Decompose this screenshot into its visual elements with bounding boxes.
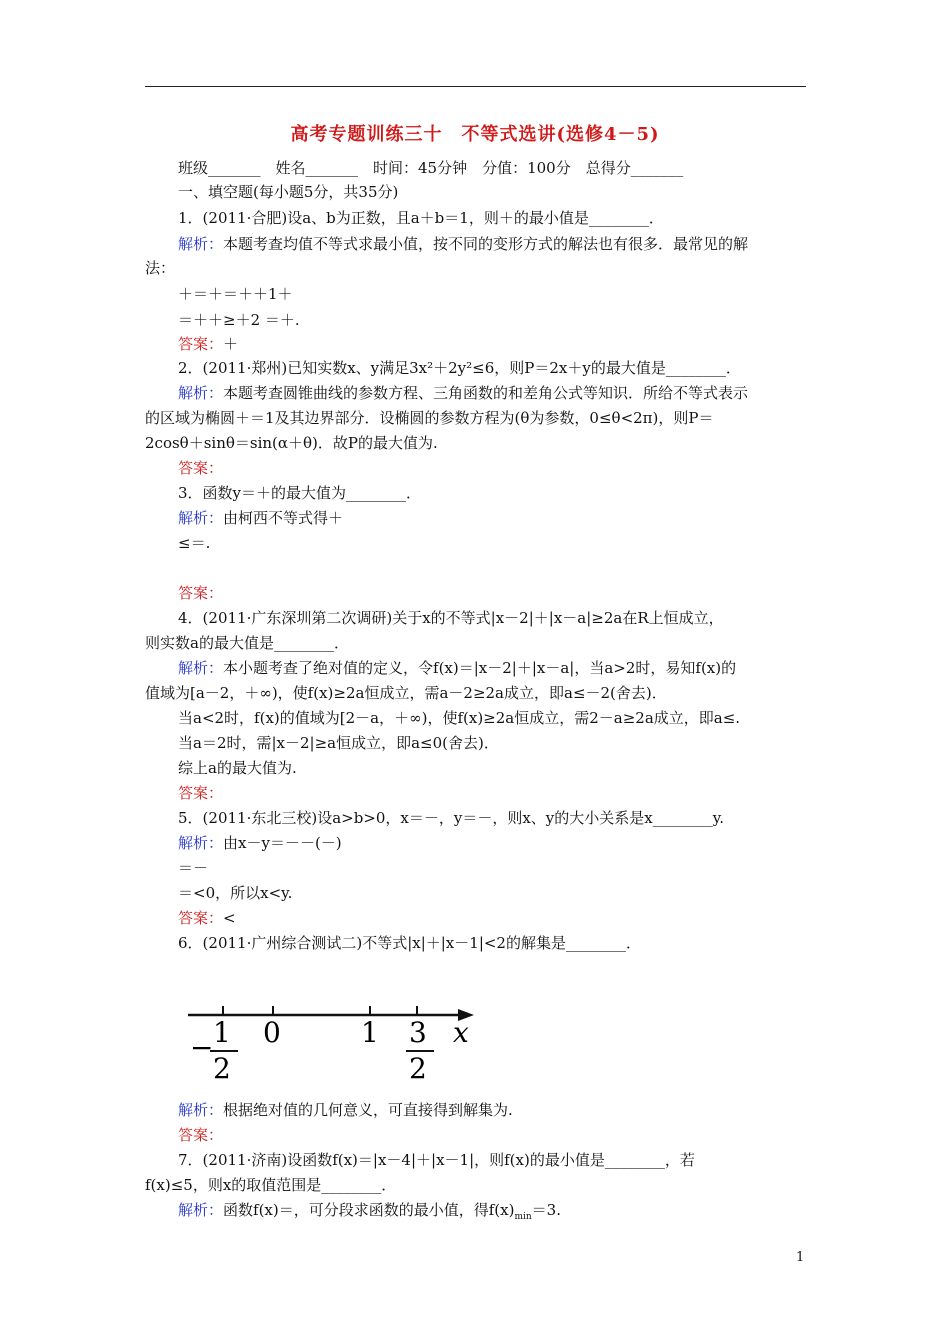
q6-answer (178, 1125, 223, 1145)
axis-label-x: x (453, 1016, 469, 1049)
q4-analysis-cont2: 当a<2时，f(x)的值域为[2－a，＋∞)，使f(x)≥2a恒成立，需2－a≥2a成立，即a≤. (178, 709, 741, 727)
analysis-label: 解析： (178, 1101, 224, 1119)
q3-analysis: 解析：由柯西不等式得＋ (178, 509, 344, 527)
q4-answer (178, 783, 223, 803)
page-title: 高考专题训练三十 不等式选讲(选修4－5) (290, 124, 660, 145)
analysis-label: 解析： (178, 235, 224, 253)
q2-question: 2．(2011·郑州)已知实数x、y满足3x²＋2y²≤6，则P＝2x＋y的最大值是________． (178, 359, 741, 377)
answer-label: 答案： (178, 784, 224, 802)
header-info: 班级_______ 姓名_______ 时间：45分钟 分值：100分 总得分_______ (178, 159, 684, 177)
analysis-label: 解析： (178, 1201, 224, 1219)
q4-analysis-cont: 值域为[a－2，＋∞)，使f(x)≥2a恒成立，需a－2≥2a成立，即a≤－2(舍去)． (145, 684, 667, 702)
q2-analysis-cont: 的区域为椭圆＋＝1及其边界部分．设椭圆的参数方程为(θ为参数，0≤θ<2π)，则P＝ (145, 409, 714, 427)
q5-analysis-cont2: ＝<0，所以x<y. (178, 884, 293, 902)
q7-analysis: 解析：函数f(x)＝，可分段求函数的最小值，得$f(x)_{min}=3$. (178, 1201, 561, 1222)
q1-analysis: 解析：本题考查均值不等式求最小值，按不同的变形方式的解法也有很多．最常见的解 (178, 235, 749, 253)
answer-label: 答案： (178, 584, 224, 602)
analysis-label: 解析： (178, 834, 224, 852)
answer-label: 答案： (178, 1126, 224, 1144)
q2-answer (178, 458, 223, 478)
label-three-den: 2 (409, 1052, 427, 1085)
q7-question: 7．(2011·济南)设函数f(x)＝|x－4|＋|x－1|，则f(x)的最小值是________，若 (178, 1151, 695, 1169)
label-three-num: 3 (409, 1016, 427, 1049)
q4-question-cont: 则实数a的最大值是________． (145, 634, 349, 652)
header-rule (145, 86, 806, 87)
number-line-figure (180, 1000, 490, 1090)
q1-work-line-2: ＝＋＋≥＋2 ＝＋. (178, 311, 300, 329)
label-half-num: 1 (213, 1016, 231, 1049)
analysis-label: 解析： (178, 384, 224, 402)
q7-question-cont: f(x)≤5，则x的取值范围是________． (145, 1176, 397, 1194)
q5-answer: 答案：< (178, 909, 236, 927)
section-heading: 一、填空题(每小题5分，共35分) (178, 183, 399, 201)
q6-question: 6．(2011·广州综合测试二)不等式|x|＋|x－1|<2的解集是________． (178, 934, 641, 952)
q4-analysis-cont3: 当a＝2时，需|x－2|≥a恒成立，即a≤0(舍去)． (178, 734, 499, 752)
q4-question: 4．(2011·广东深圳第二次调研)关于x的不等式|x－2|＋|x－a|≥2a在R上恒成立， (178, 609, 724, 627)
q2-analysis-cont2: 2cosθ＋sinθ＝sin(α＋θ)．故P的最大值为. (145, 434, 438, 452)
analysis-label: 解析： (178, 659, 224, 677)
q3-analysis-cont: ≤＝. (178, 534, 211, 552)
answer-label: 答案： (178, 909, 224, 927)
label-zero: 0 (263, 1016, 281, 1049)
q5-analysis-cont: ＝－ (178, 859, 209, 877)
q1-answer: 答案：＋ (178, 335, 239, 353)
page-number: 1 (796, 1250, 805, 1265)
q5-analysis: 解析：由x－y＝－－(－) (178, 834, 342, 852)
q1-work-line-1: ＋＝＋＝＋＋1＋ (178, 285, 293, 303)
label-half-den: 2 (213, 1052, 231, 1085)
q3-question: 3．函数y＝＋的最大值为________． (178, 484, 422, 502)
label-one: 1 (361, 1016, 379, 1049)
answer-label: 答案： (178, 335, 224, 353)
q2-analysis: 解析：本题考查圆锥曲线的参数方程、三角函数的和差角公式等知识．所给不等式表示 (178, 384, 749, 402)
q4-analysis: 解析：本小题考查了绝对值的定义，令f(x)＝|x－2|＋|x－a|，当a>2时，易知f(x)的 (178, 659, 737, 677)
q6-analysis: 解析：根据绝对值的几何意义，可直接得到解集为. (178, 1101, 513, 1119)
q3-answer (178, 583, 223, 603)
q1-question: 1．(2011·合肥)设a、b为正数，且a＋b＝1，则＋的最小值是________． (178, 209, 664, 227)
q4-analysis-cont4: 综上a的最大值为. (178, 759, 297, 777)
label-minus: − (190, 1031, 214, 1064)
analysis-label: 解析： (178, 509, 224, 527)
q1-analysis-cont: 法： (145, 259, 176, 277)
answer-label: 答案： (178, 459, 224, 477)
q5-question: 5．(2011·东北三校)设a>b>0，x＝－，y＝－，则x、y的大小关系是x________y. (178, 809, 724, 827)
